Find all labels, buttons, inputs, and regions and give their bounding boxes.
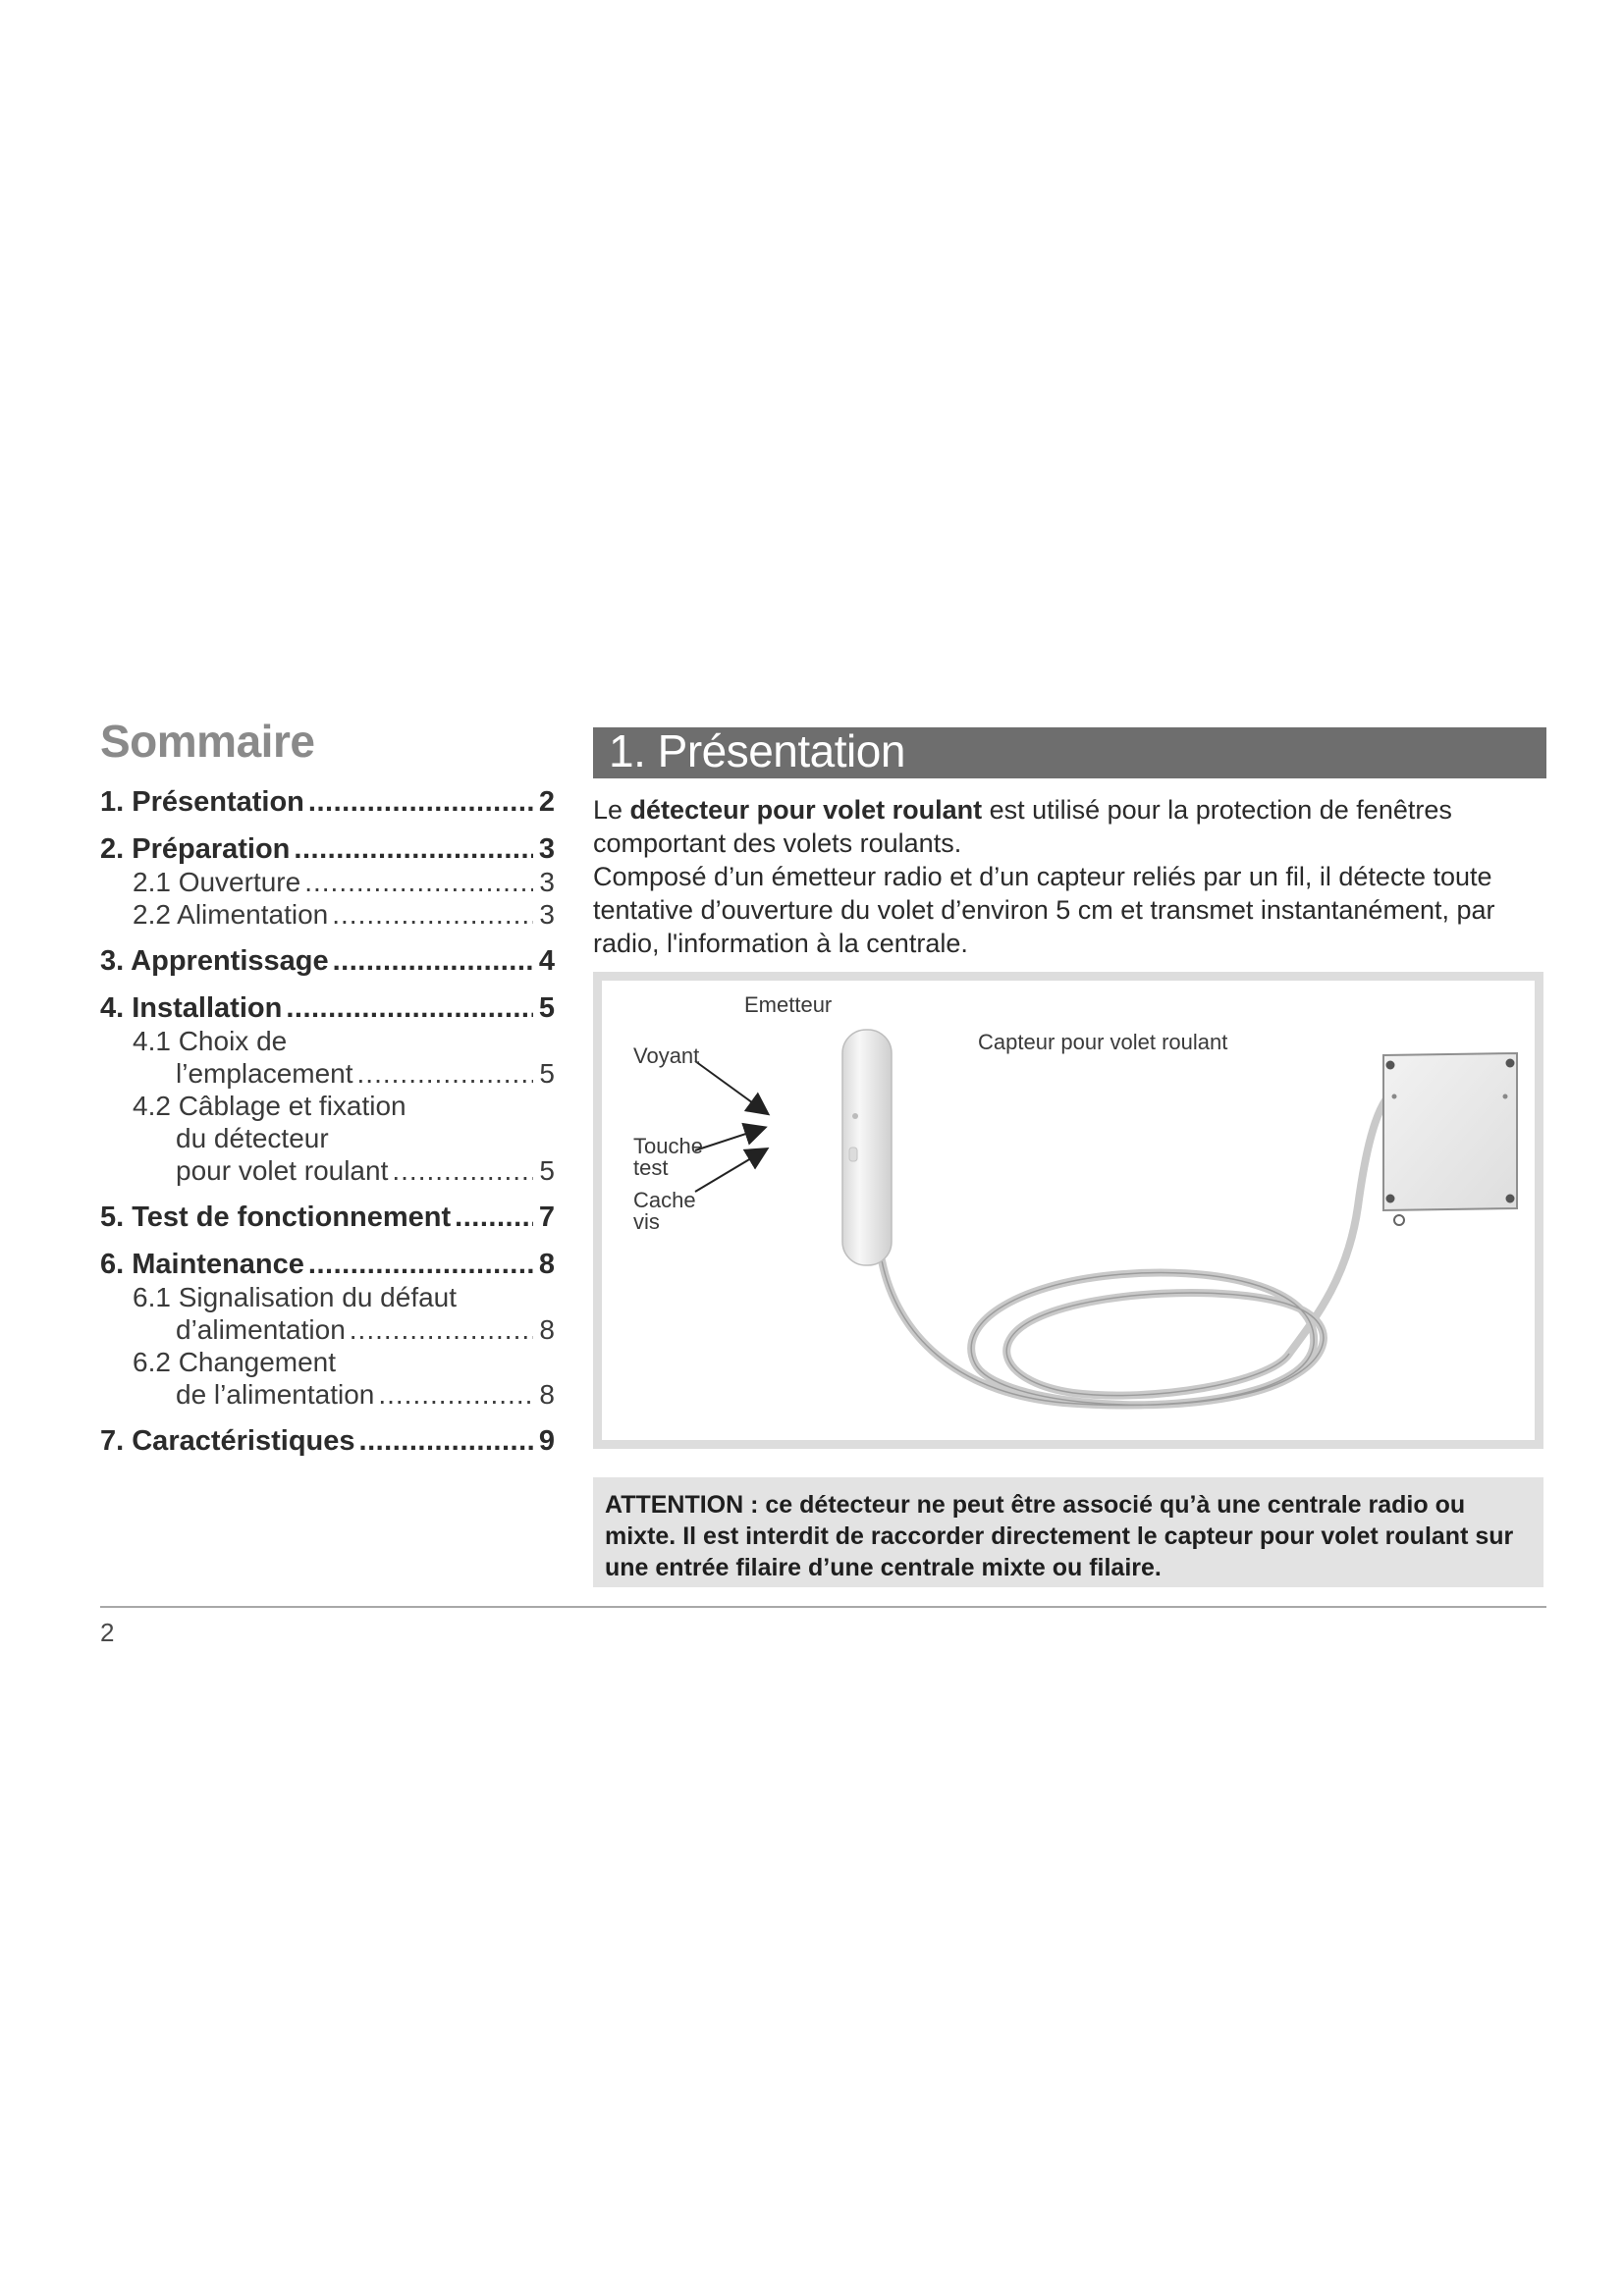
toc-subentry-label: du détecteur <box>176 1123 329 1153</box>
toc-subentry[interactable] <box>100 898 555 931</box>
toc-leader <box>294 832 533 866</box>
label-emetteur: Emetteur <box>744 992 833 1017</box>
toc-entry-label: 6. Maintenance <box>100 1249 304 1280</box>
toc-entry-page: 8 <box>538 1249 555 1280</box>
toc-leader <box>304 866 533 898</box>
cable <box>882 1089 1397 1406</box>
toc-subentry-label: l’emplacement <box>176 1058 353 1089</box>
intro-paragraph-1: Le détecteur pour volet roulant est utilisé pour la protection de fenêtres comportant des volets roulants. <box>593 795 1452 858</box>
label-cache-vis: Cache vis <box>633 1188 696 1234</box>
callout-arrows <box>695 1061 767 1192</box>
toc-subentry-label: 2.1 Ouverture <box>133 867 301 897</box>
toc-subentry-label: pour volet roulant <box>176 1155 389 1186</box>
toc-leader <box>357 1057 533 1090</box>
toc-subentry-label: 6.2 Changement <box>133 1347 337 1377</box>
toc-subentry-label: 2.2 Alimentation <box>133 899 329 930</box>
toc-entry-label: 1. Présentation <box>100 786 304 818</box>
toc-leader <box>378 1378 533 1411</box>
toc-subentry[interactable] <box>100 1281 555 1346</box>
toc-entry-label: 7. Caractéristiques <box>100 1425 355 1457</box>
toc-subentry[interactable] <box>100 866 555 898</box>
toc-subentry-page: 8 <box>539 1314 555 1345</box>
toc-leader <box>359 1424 533 1458</box>
toc-subentry-label: de l’alimentation <box>176 1379 375 1410</box>
section-title: 1. Présentation <box>609 725 905 776</box>
toc-entry-label: 3. Apprentissage <box>100 945 329 977</box>
toc-subentry[interactable] <box>100 1025 555 1090</box>
toc-entry-page: 3 <box>538 833 555 865</box>
toc-entry-label: 5. Test de fonctionnement <box>100 1201 452 1233</box>
test-button <box>849 1148 857 1161</box>
toc-leader <box>308 785 533 819</box>
toc-leader <box>350 1313 533 1346</box>
toc-leader <box>455 1201 533 1234</box>
toc-entry[interactable] <box>100 991 555 1025</box>
toc-leader <box>332 898 533 931</box>
toc-leader <box>333 944 533 978</box>
toc-title: Sommaire <box>100 716 315 767</box>
toc-entry[interactable] <box>100 944 555 978</box>
toc-subentry-label: d’alimentation <box>176 1314 346 1345</box>
toc-entry-label: 4. Installation <box>100 992 283 1024</box>
toc-leader <box>286 991 533 1025</box>
toc-leader <box>308 1248 533 1281</box>
toc-subentry-label: 4.1 Choix de <box>133 1026 288 1056</box>
led-dot <box>852 1113 858 1119</box>
toc-entry[interactable] <box>100 1201 555 1234</box>
attention-text: ATTENTION : ce détecteur ne peut être associé qu’à une centrale radio ou mixte. Il est interdit de raccorder directement le capteur pour volet roulant sur une entrée filaire d’une centrale mixte ou filaire. <box>605 1491 1514 1581</box>
intro-text <box>593 793 1550 960</box>
toc-entry[interactable] <box>100 1248 555 1281</box>
label-voyant: Voyant <box>633 1043 700 1068</box>
label-touche: Touche test <box>633 1134 703 1180</box>
toc-entry-page: 2 <box>538 786 555 818</box>
toc-subentry-page: 3 <box>539 867 555 897</box>
toc-entry-page: 5 <box>538 992 555 1024</box>
sensor-box <box>1383 1053 1517 1225</box>
emitter-tube <box>842 1030 892 1265</box>
toc-subentry-page: 8 <box>539 1379 555 1410</box>
toc-entry-label: 2. Préparation <box>100 833 291 865</box>
toc-subentry[interactable] <box>100 1346 555 1411</box>
toc-entry-page: 9 <box>538 1425 555 1457</box>
label-capteur: Capteur pour volet roulant <box>978 1030 1228 1054</box>
toc-leader <box>392 1154 533 1187</box>
toc-entry-page: 7 <box>538 1201 555 1233</box>
product-figure <box>593 972 1543 1449</box>
table-of-contents <box>100 785 555 1458</box>
intro-paragraph-2: Composé d’un émetteur radio et d’un capteur reliés par un fil, il détecte toute tentative d’ouverture du volet d’environ 5 cm et transmet instantanément, par radio, l'information à la centrale. <box>593 862 1495 958</box>
footer-rule <box>100 1606 1546 1608</box>
toc-entry[interactable] <box>100 785 555 819</box>
toc-entry-page: 4 <box>538 945 555 977</box>
toc-entry[interactable] <box>100 832 555 866</box>
toc-subentry-page: 5 <box>539 1058 555 1089</box>
toc-subentry-label: 4.2 Câblage et fixation <box>133 1091 406 1121</box>
page-number: 2 <box>100 1618 115 1647</box>
toc-subentry-page: 5 <box>539 1155 555 1186</box>
toc-subentry[interactable] <box>100 1090 555 1187</box>
intro-bold-term: détecteur pour volet roulant <box>629 795 983 825</box>
toc-subentry-page: 3 <box>539 899 555 930</box>
toc-subentry-label: 6.1 Signalisation du défaut <box>133 1282 458 1312</box>
toc-entry[interactable] <box>100 1424 555 1458</box>
